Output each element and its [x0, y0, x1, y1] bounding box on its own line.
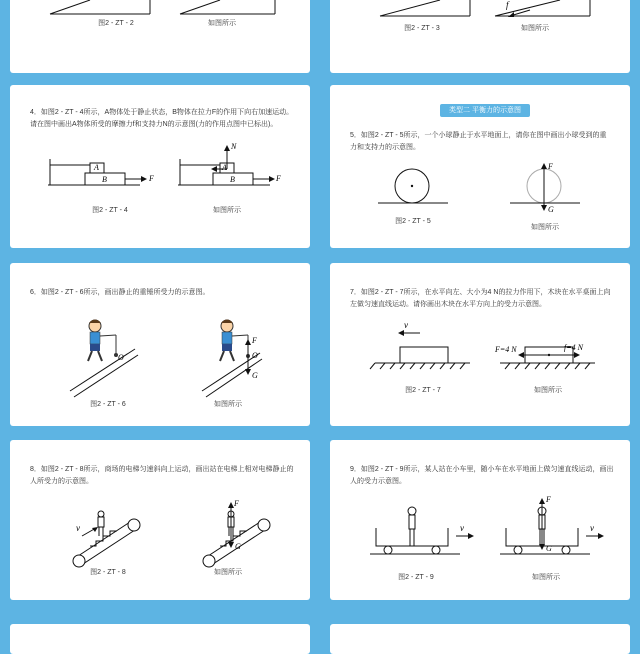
label-a-right: A [222, 163, 227, 172]
caption-zt6: 图2 - ZT - 6 [90, 401, 126, 408]
question-5: 5．如图2 - ZT - 5所示，一个小球静止于水平地面上，请你在图中画出小球受到的重力和支持力的示意图。 [350, 132, 607, 151]
card-q8 [10, 440, 310, 600]
card-next-left [10, 624, 310, 654]
label-f-zt9: F [546, 495, 551, 504]
question-9: 9．如图2 - ZT - 9所示，某人站在小车里，随小车在水平地面上做匀速直线运动，画出人的受力示意图。 [350, 466, 614, 485]
card-q6 [10, 263, 310, 426]
label-f-right: F [276, 174, 281, 183]
card-next-right [330, 624, 630, 654]
label-b-left: B [102, 175, 107, 184]
caption-answer-6: 如图所示 [534, 387, 562, 394]
card-q7 [330, 263, 630, 426]
caption-zt4: 图2 - ZT - 4 [92, 207, 128, 214]
label-v-zt9-left: v [460, 523, 464, 533]
figure-zt7 [330, 263, 630, 426]
caption-answer-8: 如图所示 [532, 574, 560, 581]
caption-zt8: 图2 - ZT - 8 [90, 569, 126, 576]
card-q5 [330, 85, 630, 248]
caption-answer-3: 如图所示 [213, 207, 241, 214]
label-g-zt8: G [235, 542, 241, 551]
card-q4 [10, 85, 310, 248]
card-q9 [330, 440, 630, 600]
label-f-zt5: F [548, 162, 553, 171]
caption-zt2: 图2 - ZT - 2 [98, 20, 134, 27]
figure-zt8 [10, 440, 310, 600]
label-friction-zt7: f=4 N [564, 343, 583, 352]
label-g-zt5: G [548, 205, 554, 214]
card-q3-left [10, 0, 310, 73]
label-force-zt7: F=4 N [495, 345, 517, 354]
figure-zt2 [10, 0, 310, 73]
figure-zt3 [330, 0, 630, 73]
caption-zt3: 图2 - ZT - 3 [404, 25, 440, 32]
question-7: 7．如图2 - ZT - 7所示，在水平向左、大小为4 N的拉力作用下，木块在水平桌面上向左做匀速直线运动。请你画出木块在水平方向上的受力示意图。 [350, 289, 611, 308]
caption-answer-4: 如图所示 [531, 224, 559, 231]
caption-answer-1: 如图所示 [208, 20, 236, 27]
label-f-left: F [149, 174, 154, 183]
label-f-zt3: f [506, 0, 509, 10]
caption-zt9: 图2 - ZT - 9 [398, 574, 434, 581]
label-f-zt6: F [252, 336, 257, 345]
label-a-left: A [94, 163, 99, 172]
caption-answer-5: 如图所示 [214, 401, 242, 408]
label-v-zt9-right: v [590, 523, 594, 533]
label-o-right: O [252, 351, 258, 360]
question-6: 6．如图2 - ZT - 6所示，画出静止的重锤所受力的示意图。 [30, 289, 210, 296]
caption-answer-7: 如图所示 [214, 569, 242, 576]
label-f-zt8: F [234, 499, 239, 508]
label-v-zt8: v [76, 523, 80, 533]
question-8: 8．如图2 - ZT - 8所示，商场的电梯匀速斜向上运动，画出站在电梯上相对电梯静止的人所受力的示意图。 [30, 466, 294, 485]
label-v-zt7: v [404, 320, 408, 330]
figure-zt9 [330, 440, 630, 600]
caption-zt7: 图2 - ZT - 7 [405, 387, 441, 394]
label-g-zt9: G [546, 544, 552, 553]
figure-zt6 [10, 263, 310, 426]
card-q3-right [330, 0, 630, 73]
label-g-zt6: G [252, 371, 258, 380]
figure-zt4 [10, 85, 310, 248]
label-n: N [231, 142, 237, 151]
question-4: 4．如图2 - ZT - 4所示，A物体处于静止状态，B物体在拉力F的作用下向右加速运动。请在图中画出A物体所受的摩擦力f和支持力N的示意图(力的作用点图中已标出)。 [30, 109, 294, 128]
caption-zt5: 图2 - ZT - 5 [395, 218, 431, 225]
label-o-left: O [118, 353, 124, 362]
section-tag: 类型二 平衡力的示意图 [440, 104, 530, 117]
label-b-right: B [230, 175, 235, 184]
caption-answer-2: 如图所示 [521, 25, 549, 32]
